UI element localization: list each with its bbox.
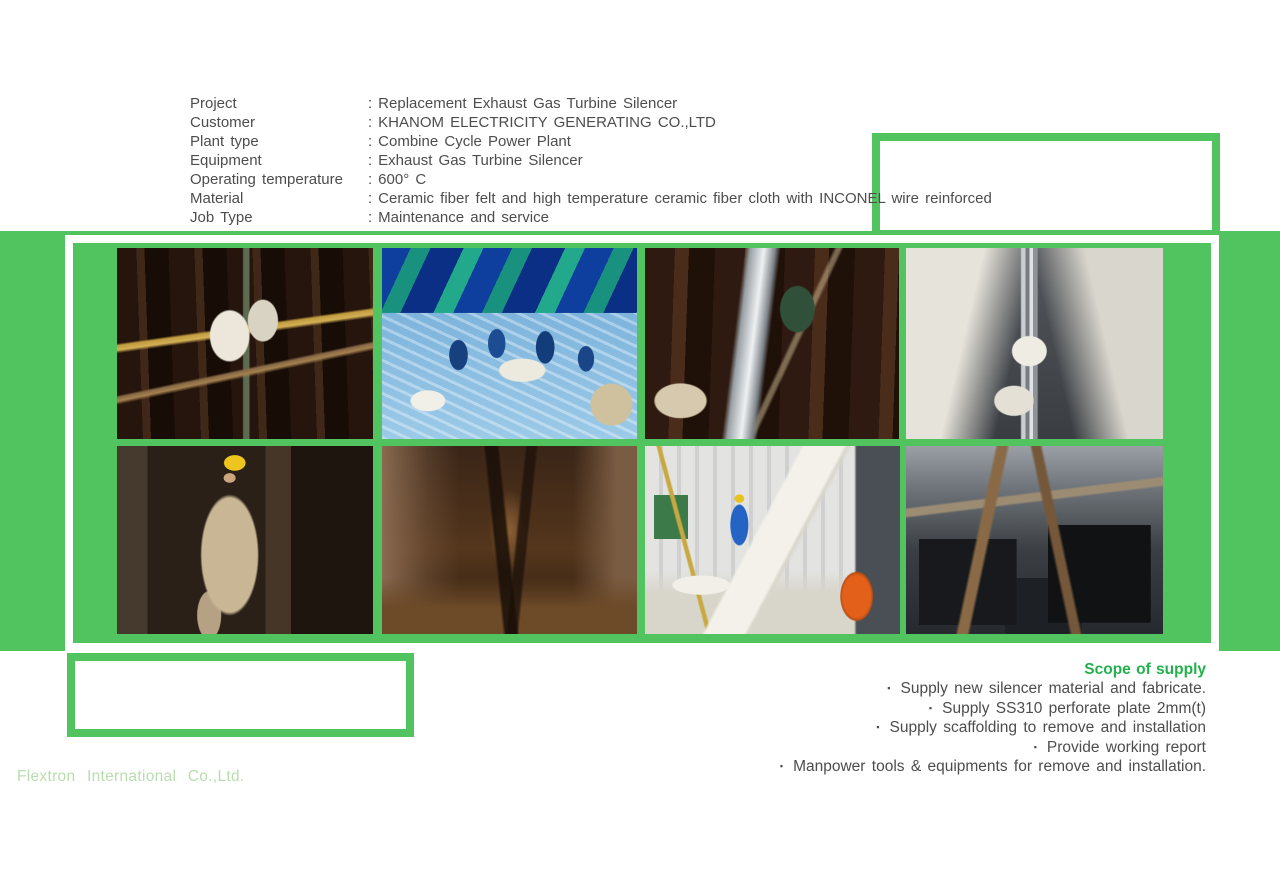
info-separator: : <box>368 133 373 150</box>
project-info-block <box>190 94 1020 227</box>
scope-item <box>566 699 1206 719</box>
info-label: Project <box>190 95 237 112</box>
info-row-operating-temperature <box>190 170 1020 189</box>
info-separator: : <box>368 152 373 169</box>
scope-item-text: Supply new silencer material and fabricate. <box>900 680 1206 697</box>
scope-item-text: Supply SS310 perforate plate 2mm(t) <box>942 699 1206 717</box>
info-label: Customer <box>190 114 256 131</box>
info-value-text: Exhaust Gas Turbine Silencer <box>378 152 583 169</box>
company-name: Flextron International Co.,Ltd. <box>17 768 245 785</box>
photo-8 <box>906 446 1163 634</box>
info-label: Material <box>190 190 244 207</box>
square-bullet-icon: ▪ <box>876 722 880 732</box>
info-label: Operating temperature <box>190 171 343 188</box>
scope-of-supply-section <box>566 660 1206 777</box>
info-value <box>368 151 583 170</box>
photo-3 <box>645 248 899 439</box>
info-value-text: Ceramic fiber felt and high temperature ceramic fiber cloth with INCONEL wire reinforced <box>378 190 992 207</box>
scope-item-text: Supply scaffolding to remove and installation <box>889 719 1206 736</box>
photo-5 <box>117 446 373 634</box>
info-value-text: Combine Cycle Power Plant <box>378 133 571 150</box>
decorative-frame-bottom-left <box>67 653 414 737</box>
info-value <box>368 132 571 151</box>
customer-name-highlight: KHANOM ELECTRICITY GENERATING CO.,LTD <box>378 114 716 131</box>
photo-4 <box>906 248 1163 439</box>
photo-7 <box>645 446 900 634</box>
info-separator: : <box>368 209 373 226</box>
scope-of-supply-title: Scope of supply <box>1084 661 1206 678</box>
photo-1 <box>117 248 373 439</box>
info-value <box>368 113 716 132</box>
scope-item <box>566 738 1206 758</box>
info-row-material <box>190 189 1020 208</box>
scope-item <box>566 757 1206 777</box>
info-value <box>368 94 677 113</box>
info-row-equipment <box>190 151 1020 170</box>
info-row-job-type <box>190 208 1020 227</box>
info-value <box>368 170 426 189</box>
scope-item-text: Provide working report <box>1046 738 1206 756</box>
info-value-text: 600° C <box>378 171 427 188</box>
info-separator: : <box>368 95 373 112</box>
info-label: Plant type <box>190 133 259 150</box>
scope-item-text: Manpower tools & equipments for remove and installation. <box>793 758 1206 775</box>
info-separator: : <box>368 190 373 207</box>
info-label: Equipment <box>190 152 262 169</box>
info-separator: : <box>368 171 373 188</box>
photo-2 <box>382 248 637 439</box>
photo-6 <box>382 446 637 634</box>
scope-item <box>566 679 1206 699</box>
scope-item <box>566 718 1206 738</box>
info-value <box>368 208 549 227</box>
square-bullet-icon: ▪ <box>887 683 891 693</box>
square-bullet-icon: ▪ <box>779 761 784 771</box>
info-row-plant-type <box>190 132 1020 151</box>
info-separator: : <box>368 114 373 131</box>
info-value <box>368 189 992 208</box>
info-row-project <box>190 94 1020 113</box>
info-row-customer <box>190 113 1020 132</box>
info-value-text: Maintenance and service <box>378 209 549 226</box>
square-bullet-icon: ▪ <box>1033 741 1037 752</box>
info-label: Job Type <box>190 209 253 226</box>
square-bullet-icon: ▪ <box>928 702 933 713</box>
info-value-text: Replacement Exhaust Gas Turbine Silencer <box>378 95 678 112</box>
